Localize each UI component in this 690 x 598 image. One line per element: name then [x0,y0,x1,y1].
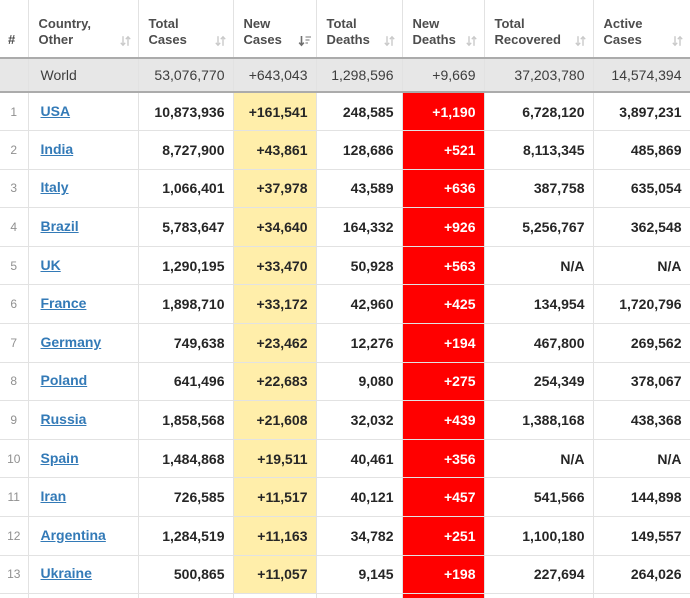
active-cases-cell: 149,557 [593,517,690,556]
table-row [0,169,690,208]
new-deaths-cell: +521 [402,131,484,170]
active-cases-cell: 378,067 [593,362,690,401]
new-cases-cell: +43,861 [233,131,316,170]
column-label: Country, Other [38,15,91,47]
partial-cell [593,594,690,598]
new-deaths-cell: +439 [402,401,484,440]
partial-cell [402,594,484,598]
country-cell [28,92,138,131]
new-cases-cell: +33,172 [233,285,316,324]
new-cases-cell: +11,517 [233,478,316,517]
world-total-deaths: 1,298,596 [316,58,402,92]
partial-cell [138,594,233,598]
country-link-germany[interactable]: Germany [40,333,102,350]
table-row [0,362,690,401]
rank-cell: 7 [0,324,28,363]
total-cases-cell: 5,783,647 [138,208,233,247]
total-recovered-cell: 1,100,180 [484,517,593,556]
table-row [0,478,690,517]
column-header-total_recovered[interactable] [484,0,593,58]
country-cell [28,439,138,478]
column-label: Active Cases [603,15,643,47]
partial-cell [0,594,28,598]
total-deaths-cell: 34,782 [316,517,402,556]
country-cell [28,555,138,594]
world-summary-row [0,58,690,92]
table-row [0,517,690,556]
new-deaths-cell: +457 [402,478,484,517]
total-deaths-cell: 40,461 [316,439,402,478]
new-cases-cell: +33,470 [233,246,316,285]
country-link-poland[interactable]: Poland [40,372,88,389]
total-recovered-cell: N/A [484,439,593,478]
total-deaths-cell: 164,332 [316,208,402,247]
table-row [0,555,690,594]
total-cases-cell: 641,496 [138,362,233,401]
total-cases-cell: 1,066,401 [138,169,233,208]
partial-cell [233,594,316,598]
column-label: Total Cases [148,15,187,47]
total-recovered-cell: 1,388,168 [484,401,593,440]
total-recovered-cell: 387,758 [484,169,593,208]
total-recovered-cell: 8,113,345 [484,131,593,170]
country-link-brazil[interactable]: Brazil [40,218,79,235]
rank-cell: 9 [0,401,28,440]
column-header-rank [0,0,28,58]
total-deaths-cell: 248,585 [316,92,402,131]
new-deaths-cell: +275 [402,362,484,401]
total-deaths-cell: 43,589 [316,169,402,208]
column-label: New Cases [243,15,282,47]
rank-cell: 3 [0,169,28,208]
new-cases-cell: +19,511 [233,439,316,478]
table-row [0,92,690,131]
world-new-deaths: +9,669 [402,58,484,92]
new-deaths-cell: +194 [402,324,484,363]
total-cases-cell: 10,873,936 [138,92,233,131]
country-cell [28,478,138,517]
table-row [0,324,690,363]
active-cases-cell: N/A [593,439,690,478]
active-cases-cell: 1,720,796 [593,285,690,324]
world-rank-cell [0,58,28,92]
total-deaths-cell: 9,080 [316,362,402,401]
rank-cell: 8 [0,362,28,401]
column-label: Total Deaths [326,15,370,47]
table-row [0,401,690,440]
column-header-total_deaths[interactable] [316,0,402,58]
rank-cell: 6 [0,285,28,324]
column-header-active_cases[interactable] [593,0,690,58]
new-cases-cell: +34,640 [233,208,316,247]
rank-cell: 4 [0,208,28,247]
country-link-russia[interactable]: Russia [40,411,87,428]
partial-cell [316,594,402,598]
active-cases-cell: 362,548 [593,208,690,247]
new-cases-cell: +23,462 [233,324,316,363]
new-deaths-cell: +356 [402,439,484,478]
country-cell [28,401,138,440]
total-deaths-cell: 12,276 [316,324,402,363]
total-recovered-cell: 254,349 [484,362,593,401]
country-link-spain[interactable]: Spain [40,449,79,466]
rank-cell: 10 [0,439,28,478]
country-cell [28,517,138,556]
active-cases-cell: N/A [593,246,690,285]
total-deaths-cell: 42,960 [316,285,402,324]
new-deaths-cell: +198 [402,555,484,594]
country-cell [28,285,138,324]
total-cases-cell: 1,858,568 [138,401,233,440]
column-header-new_deaths[interactable] [402,0,484,58]
active-cases-cell: 635,054 [593,169,690,208]
sort-toggle-icon [120,35,134,47]
country-cell [28,169,138,208]
header-row [0,0,690,58]
new-cases-cell: +161,541 [233,92,316,131]
table-body [0,58,690,598]
total-deaths-cell: 128,686 [316,131,402,170]
total-recovered-cell: N/A [484,246,593,285]
total-deaths-cell: 50,928 [316,246,402,285]
partial-next-row [0,594,690,598]
active-cases-cell: 264,026 [593,555,690,594]
total-recovered-cell: 541,566 [484,478,593,517]
total-cases-cell: 749,638 [138,324,233,363]
table-row [0,208,690,247]
table-row [0,285,690,324]
total-recovered-cell: 227,694 [484,555,593,594]
active-cases-cell: 438,368 [593,401,690,440]
world-total-cases: 53,076,770 [138,58,233,92]
total-cases-cell: 1,290,195 [138,246,233,285]
rank-cell: 11 [0,478,28,517]
total-recovered-cell: 467,800 [484,324,593,363]
new-cases-cell: +11,057 [233,555,316,594]
active-cases-cell: 3,897,231 [593,92,690,131]
column-label: Total Recovered [494,15,561,47]
country-cell [28,131,138,170]
new-deaths-cell: +1,190 [402,92,484,131]
world-total-recovered: 37,203,780 [484,58,593,92]
table-row [0,131,690,170]
country-link-argentina[interactable]: Argentina [40,526,106,543]
partial-cell [28,594,138,598]
table-row [0,439,690,478]
new-deaths-cell: +926 [402,208,484,247]
country-cell [28,246,138,285]
total-cases-cell: 1,898,710 [138,285,233,324]
country-cell [28,324,138,363]
sort-toggle-icon [215,35,229,47]
rank-cell: 13 [0,555,28,594]
new-deaths-cell: +425 [402,285,484,324]
world-label: World [28,58,138,92]
country-link-italy[interactable]: Italy [40,179,69,196]
country-link-iran[interactable]: Iran [40,488,67,505]
active-cases-cell: 269,562 [593,324,690,363]
total-cases-cell: 8,727,900 [138,131,233,170]
sort-toggle-icon [672,35,686,47]
country-link-usa[interactable]: USA [40,102,71,119]
column-header-total_cases[interactable] [138,0,233,58]
total-recovered-cell: 5,256,767 [484,208,593,247]
new-cases-cell: +22,683 [233,362,316,401]
total-cases-cell: 726,585 [138,478,233,517]
total-deaths-cell: 40,121 [316,478,402,517]
total-cases-cell: 1,284,519 [138,517,233,556]
total-cases-cell: 500,865 [138,555,233,594]
new-deaths-cell: +636 [402,169,484,208]
table-row [0,246,690,285]
total-recovered-cell: 6,728,120 [484,92,593,131]
rank-cell: 1 [0,92,28,131]
sort-toggle-icon [384,35,398,47]
total-deaths-cell: 9,145 [316,555,402,594]
column-header-country[interactable] [28,0,138,58]
new-deaths-cell: +563 [402,246,484,285]
new-cases-cell: +21,608 [233,401,316,440]
total-deaths-cell: 32,032 [316,401,402,440]
column-header-new_cases[interactable] [233,0,316,58]
country-link-ukraine[interactable]: Ukraine [40,565,92,582]
partial-cell [484,594,593,598]
new-cases-cell: +37,978 [233,169,316,208]
column-label: New Deaths [412,15,456,47]
country-link-uk[interactable]: UK [40,256,61,273]
sort-toggle-icon [466,35,480,47]
total-recovered-cell: 134,954 [484,285,593,324]
rank-cell: 12 [0,517,28,556]
world-active-cases: 14,574,394 [593,58,690,92]
active-cases-cell: 485,869 [593,131,690,170]
rank-cell: 2 [0,131,28,170]
active-cases-cell: 144,898 [593,478,690,517]
sort-toggle-icon [575,35,589,47]
sort-amount-desc-icon [298,35,312,47]
rank-cell: 5 [0,246,28,285]
country-cell [28,362,138,401]
country-link-india[interactable]: India [40,140,74,157]
country-cell [28,208,138,247]
world-new-cases: +643,043 [233,58,316,92]
new-deaths-cell: +251 [402,517,484,556]
column-label: # [8,31,16,47]
total-cases-cell: 1,484,868 [138,439,233,478]
new-cases-cell: +11,163 [233,517,316,556]
country-link-france[interactable]: France [40,295,87,312]
